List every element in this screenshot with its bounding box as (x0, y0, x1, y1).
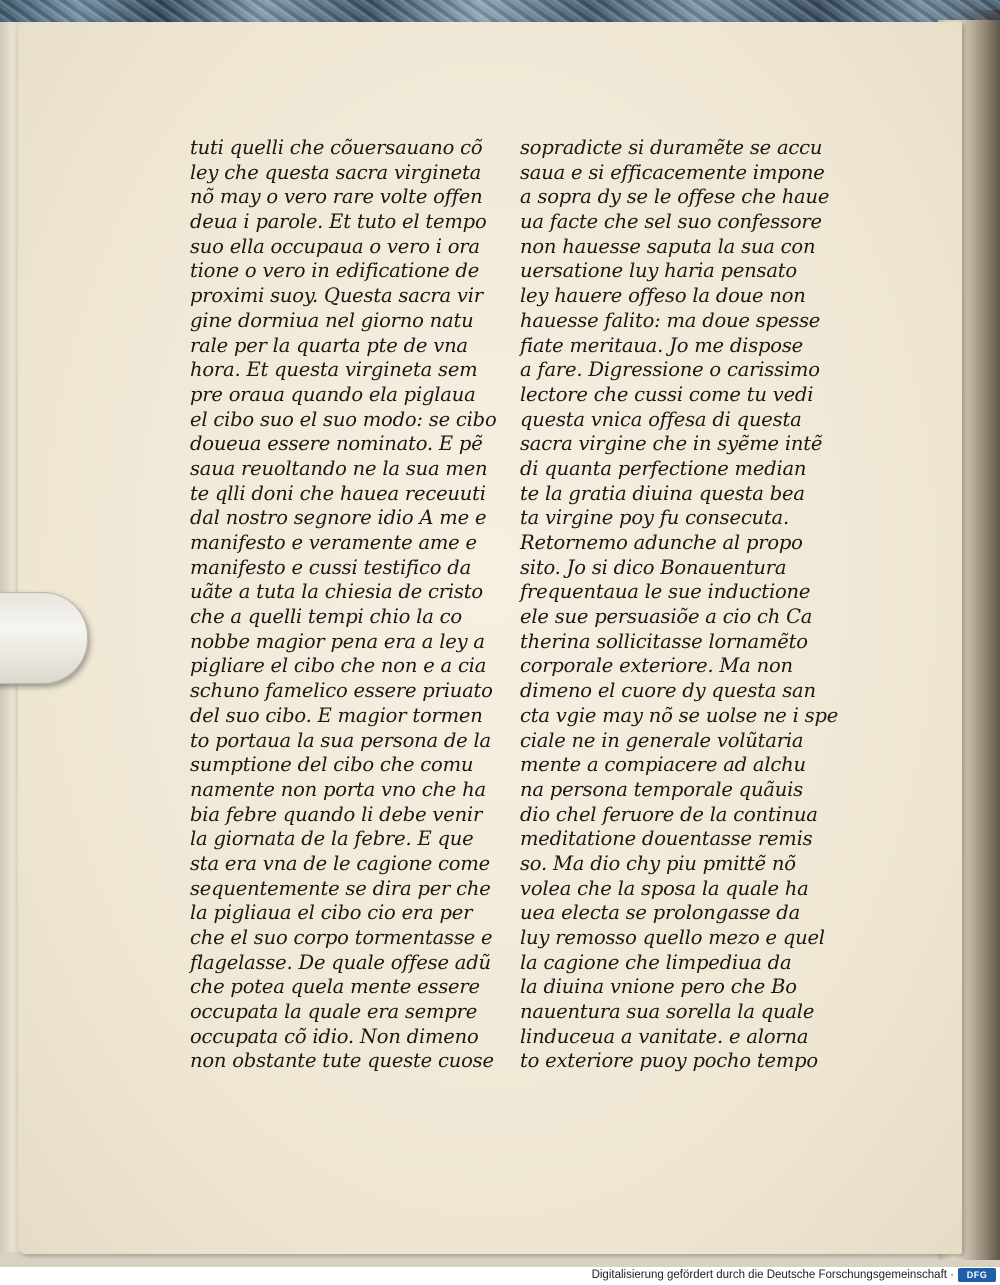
text-line: meditatione douentasse remis (520, 827, 813, 851)
text-line: sequentemente se dira per che (190, 876, 491, 900)
text-line: luy remosso quello mezo e quel (520, 926, 825, 949)
text-line: proximi suoy. Questa sacra vir (190, 284, 483, 308)
text-line: bia febre quando li debe venir (190, 802, 483, 826)
text-line: ley che questa sacra virgineta (190, 160, 482, 184)
text-line: linduceua a vanitate. e alorna (520, 1024, 809, 1048)
text-line: doueua essere nominato. E pẽ (190, 432, 483, 456)
text-line: therina sollicitasse lornamẽto (520, 629, 808, 653)
text-line: del suo cibo. E magior tormen (190, 703, 483, 727)
text-line: ele sue persuasiõe a cio ch Ca (520, 605, 813, 629)
text-line: el cibo suo el suo modo: se cibo (190, 407, 497, 431)
text-line: di quanta perfectione median (520, 456, 807, 480)
text-line: questa vnica offesa di questa (520, 407, 802, 431)
text-line: nobbe magior pena era a ley a (190, 629, 485, 653)
text-line: occupata cõ idio. Non dimeno (190, 1024, 479, 1048)
text-line: dal nostro segnore idio A me e (190, 506, 487, 530)
text-line: rale per la quarta pte de vna (190, 333, 468, 357)
text-line: saua reuoltando ne la sua men (190, 456, 488, 480)
text-line: la cagione che limpediua da (520, 950, 792, 974)
text-line: ley hauere offeso la doue non (520, 284, 806, 308)
text-line: so. Ma dio chy piu pmittẽ nõ (520, 851, 796, 875)
text-line: sopradicte si duramẽte se accu (520, 136, 823, 159)
left-text-column (190, 136, 500, 1074)
text-line: frequentaua le sue inductione (520, 580, 811, 604)
text-line: manifesto e veramente ame e (190, 531, 477, 554)
text-line: ua facte che sel suo confessore (520, 210, 822, 234)
text-line: te qlli doni che hauea receuuti (190, 481, 486, 505)
text-line: non hauesse saputa la sua con (520, 234, 816, 258)
text-line: non obstante tute queste cuose (190, 1049, 494, 1073)
text-line: saua e si efficacemente impone (520, 160, 825, 184)
text-line: mente a compiacere ad alchu (520, 753, 806, 777)
text-line: occupata la quale era sempre (190, 1000, 478, 1024)
text-line: gine dormiua nel giorno natu (190, 308, 474, 332)
text-line: suo ella occupaua o vero i ora (190, 234, 480, 258)
page-clip (0, 592, 88, 684)
dfg-logo: DFG (958, 1268, 996, 1282)
text-line: schuno famelico essere priuato (190, 679, 493, 703)
text-line: ciale ne in generale volũtaria (520, 728, 804, 752)
text-line: to exteriore puoy pocho tempo (520, 1049, 818, 1073)
text-line: la pigliaua el cibo cio era per (190, 901, 473, 925)
text-line: dimeno el cuore dy questa san (520, 679, 816, 703)
text-line: uãte a tuta la chiesia de cristo (190, 580, 483, 604)
text-line: namente non porta vno che ha (190, 777, 486, 801)
text-line: volea che la sposa la quale ha (520, 876, 809, 900)
text-line: sito. Jo si dico Bonauentura (520, 555, 787, 579)
text-line: sta era vna de le cagione come (190, 851, 490, 875)
text-line: la diuina vnione pero che Bo (520, 975, 797, 999)
text-line: Retornemo adunche al propo (520, 531, 803, 554)
text-line: corporale exteriore. Ma non (520, 654, 793, 678)
text-line: tuti quelli che cõuersauano cõ (190, 136, 483, 159)
text-line: che a quelli tempi chio la co (190, 605, 462, 629)
text-line: a sopra dy se le offese che haue (520, 185, 830, 209)
funding-credit: Digitalisierung gefördert durch die Deutsche Forschungsgemeinschaft · (591, 1269, 954, 1281)
text-line: nõ may o vero rare volte offen (190, 185, 483, 209)
text-line: cta vgie may nõ se uolse ne i spe (520, 703, 839, 727)
binding-shadow (958, 10, 1000, 1260)
text-line: hauesse falito: ma doue spesse (520, 308, 821, 332)
text-line: la giornata de la febre. E que (190, 827, 474, 851)
text-line: dio chel feruore de la continua (520, 802, 818, 826)
text-line: na persona temporale quãuis (520, 777, 803, 801)
text-line: flagelasse. De quale offese adũ (190, 950, 491, 974)
text-line: ta virgine poy fu consecuta. (520, 506, 789, 530)
text-line: fiate meritaua. Jo me dispose (520, 333, 803, 357)
footer-bar (0, 1267, 1000, 1285)
text-line: uersatione luy haria pensato (520, 259, 797, 283)
text-line: che el suo corpo tormentasse e (190, 926, 493, 949)
text-line: a fare. Digressione o carissimo (520, 358, 820, 382)
text-line: sacra virgine che in syẽme intẽ (520, 432, 823, 456)
text-line: te la gratia diuina questa bea (520, 481, 805, 505)
right-text-column (520, 136, 839, 1074)
text-line: lectore che cussi come tu vedi (520, 382, 814, 406)
text-line: to portaua la sua persona de la (190, 728, 491, 752)
text-line: deua i parole. Et tuto el tempo (190, 210, 487, 234)
text-line: che potea quela mente essere (190, 975, 480, 999)
text-line: tione o vero in edificatione de (190, 259, 480, 283)
text-line: pre oraua quando ela piglaua (190, 382, 476, 406)
text-line: sumptione del cibo che comu (190, 753, 474, 777)
text-line: hora. Et questa virgineta sem (190, 358, 478, 382)
text-line: uea electa se prolongasse da (520, 901, 801, 925)
text-line: manifesto e cussi testifico da (190, 555, 471, 579)
text-line: nauentura sua sorella la quale (520, 1000, 815, 1024)
text-line: pigliare el cibo che non e a cia (190, 654, 487, 678)
